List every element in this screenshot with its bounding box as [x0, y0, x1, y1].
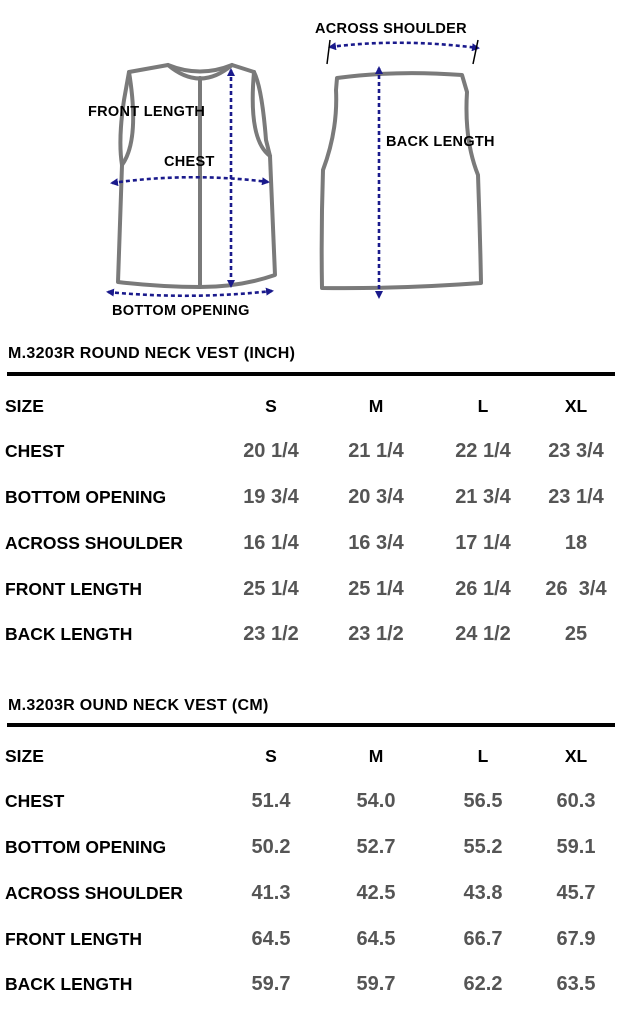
size-xl-header: XL — [564, 746, 588, 766]
cell-m: 54.0 — [356, 790, 396, 812]
cell-xl: 25 — [564, 623, 588, 645]
cell-m: 64.5 — [356, 928, 396, 950]
across-shoulder-label: ACROSS SHOULDER — [315, 21, 467, 37]
cell-s: 20 1/4 — [243, 440, 299, 462]
cell-xl: 59.1 — [556, 836, 596, 858]
cell-xl: 23 3/4 — [548, 440, 604, 462]
table-row — [0, 528, 618, 558]
row-label: BOTTOM OPENING — [5, 487, 167, 507]
row-label: CHEST — [5, 441, 65, 461]
size-header: SIZE — [5, 746, 44, 766]
row-label: BACK LENGTH — [5, 624, 133, 644]
cell-s: 50.2 — [251, 836, 291, 858]
table-row — [0, 878, 618, 908]
cell-m: 25 1/4 — [348, 578, 404, 600]
size-m-header: M — [368, 396, 384, 416]
table-row — [0, 619, 618, 649]
cell-s: 25 1/4 — [243, 578, 299, 600]
row-label: ACROSS SHOULDER — [5, 533, 183, 553]
cell-xl: 67.9 — [556, 928, 596, 950]
chest-arrow — [112, 177, 268, 183]
table-row — [0, 969, 618, 999]
size-s-header: S — [265, 746, 277, 766]
cell-m: 52.7 — [356, 836, 396, 858]
cell-l: 22 1/4 — [455, 440, 511, 462]
table-row — [0, 741, 618, 771]
cell-s: 19 3/4 — [243, 486, 299, 508]
inch-table-title: M.3203R ROUND NECK VEST (INCH) — [8, 345, 296, 362]
cell-m: 42.5 — [356, 882, 396, 904]
back-length-label: BACK LENGTH — [386, 134, 495, 150]
cell-xl: 60.3 — [556, 790, 596, 812]
cell-s: 64.5 — [251, 928, 291, 950]
cell-l: 17 1/4 — [455, 532, 511, 554]
cell-l: 24 1/2 — [455, 623, 511, 645]
cell-s: 51.4 — [251, 790, 291, 812]
size-xl-header: XL — [564, 396, 588, 416]
row-label: CHEST — [5, 791, 65, 811]
vest-diagram-svg — [0, 0, 618, 330]
cell-l: 26 1/4 — [455, 578, 511, 600]
cell-l: 56.5 — [463, 790, 503, 812]
cell-l: 55.2 — [463, 836, 503, 858]
table-row — [0, 924, 618, 954]
size-l-header: L — [477, 396, 489, 416]
cell-m: 21 1/4 — [348, 440, 404, 462]
cell-xl: 26 3/4 — [545, 578, 607, 600]
cell-xl: 45.7 — [556, 882, 596, 904]
across-shoulder-arrow — [330, 43, 478, 48]
cell-l: 21 3/4 — [455, 486, 511, 508]
cm-table-title: M.3203R OUND NECK VEST (CM) — [8, 697, 269, 714]
row-label: FRONT LENGTH — [5, 929, 143, 949]
cell-s: 59.7 — [251, 973, 291, 995]
size-header: SIZE — [5, 396, 44, 416]
cell-m: 16 3/4 — [348, 532, 404, 554]
cell-xl: 63.5 — [556, 973, 596, 995]
cell-s: 23 1/2 — [243, 623, 299, 645]
size-s-header: S — [265, 396, 277, 416]
row-label: FRONT LENGTH — [5, 579, 143, 599]
cm-table-rule — [7, 723, 615, 727]
cell-s: 41.3 — [251, 882, 291, 904]
table-row — [0, 482, 618, 512]
chest-label: CHEST — [164, 154, 215, 170]
size-l-header: L — [477, 746, 489, 766]
bottom-opening-label: BOTTOM OPENING — [112, 303, 250, 319]
row-label: BOTTOM OPENING — [5, 837, 167, 857]
table-row — [0, 786, 618, 816]
cell-m: 20 3/4 — [348, 486, 404, 508]
table-row — [0, 574, 618, 604]
cell-m: 59.7 — [356, 973, 396, 995]
table-row — [0, 436, 618, 466]
cell-l: 43.8 — [463, 882, 503, 904]
cell-xl: 18 — [564, 532, 588, 554]
inch-table-rule — [7, 372, 615, 376]
front-length-label: FRONT LENGTH — [88, 104, 206, 120]
cell-xl: 23 1/4 — [548, 486, 604, 508]
cell-l: 62.2 — [463, 973, 503, 995]
row-label: BACK LENGTH — [5, 974, 133, 994]
size-m-header: M — [368, 746, 384, 766]
table-row — [0, 832, 618, 862]
cell-m: 23 1/2 — [348, 623, 404, 645]
bottom-opening-arrow — [108, 291, 272, 296]
measurement-diagram — [0, 0, 618, 330]
cell-s: 16 1/4 — [243, 532, 299, 554]
table-row — [0, 391, 618, 421]
row-label: ACROSS SHOULDER — [5, 883, 183, 903]
vest-back-icon — [322, 73, 481, 288]
cell-l: 66.7 — [463, 928, 503, 950]
